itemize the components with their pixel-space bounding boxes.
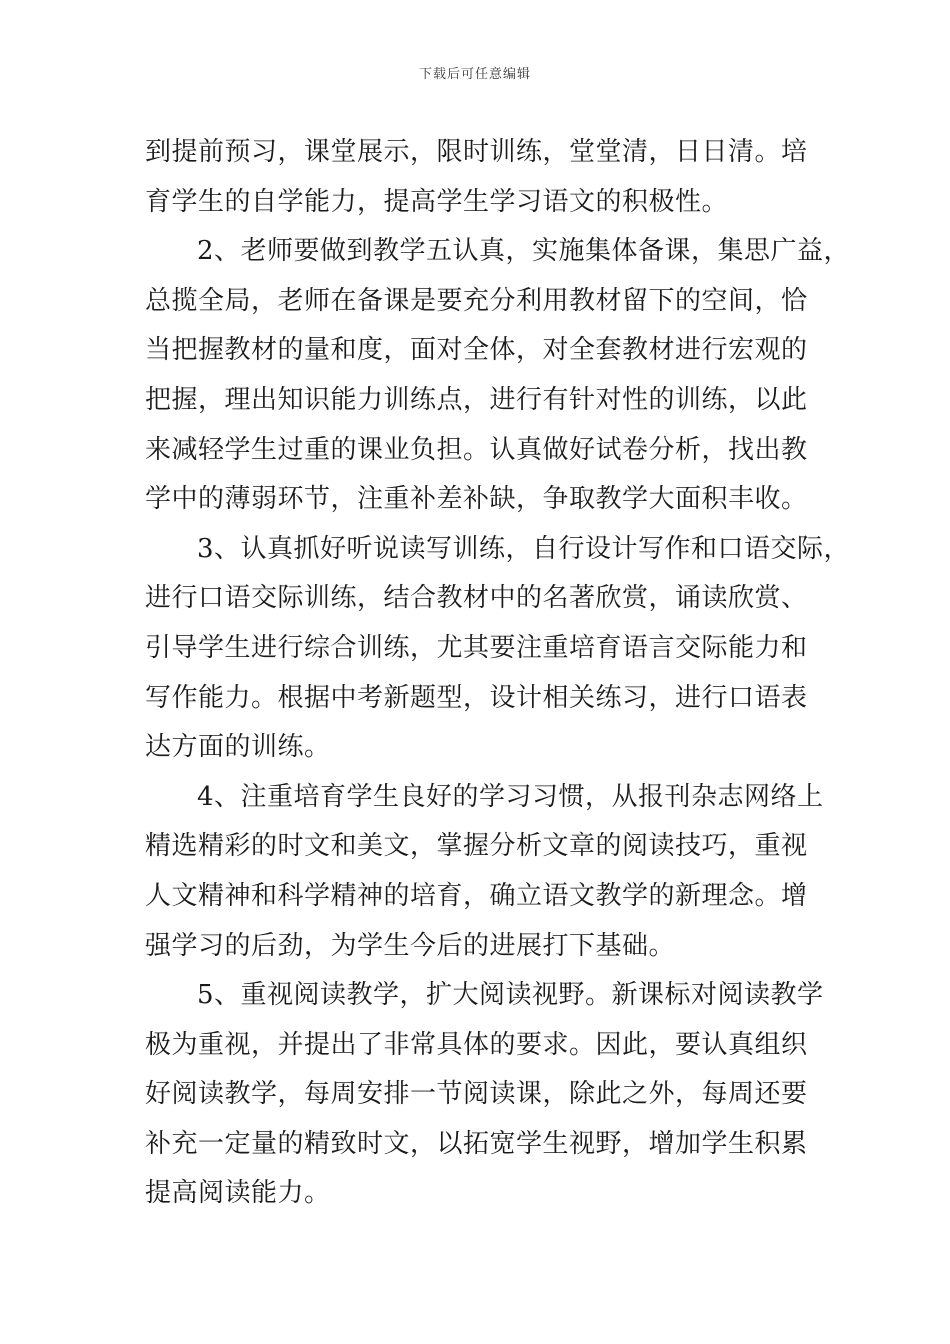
text-line: 好阅读教学，每周安排一节阅读课，除此之外，每周还要: [145, 1079, 808, 1110]
text-line: 总揽全局，老师在备课是要充分利用教材留下的空间，恰: [145, 285, 808, 316]
text-line: 进行口语交际训练，结合教材中的名著欣赏，诵读欣赏、: [145, 583, 808, 614]
text-line: 学中的薄弱环节，注重补差补缺，争取教学大面积丰收。: [145, 484, 808, 515]
text-line: 来减轻学生过重的课业负担。认真做好试卷分析，找出教: [145, 434, 808, 465]
paragraph-2-start: 2、老师要做到教学五认真，实施集体备课，集思广益，: [197, 236, 851, 267]
text-line: 育学生的自学能力，提高学生学习语文的积极性。: [145, 186, 729, 217]
text-line: 达方面的训练。: [145, 732, 331, 763]
text-line: 提高阅读能力。: [145, 1178, 331, 1209]
paragraph-3-start: 3、认真抓好听说读写训练，自行设计写作和口语交际，: [197, 533, 851, 564]
text-line: 精选精彩的时文和美文，掌握分析文章的阅读技巧，重视: [145, 831, 808, 862]
text-line: 把握，理出知识能力训练点，进行有针对性的训练，以此: [145, 384, 808, 415]
text-line: 强学习的后劲，为学生今后的进展打下基础。: [145, 930, 676, 961]
text-line: 补充一定量的精致时文，以拓宽学生视野，增加学生积累: [145, 1128, 808, 1159]
text-line: 写作能力。根据中考新题型，设计相关练习，进行口语表: [145, 682, 808, 713]
text-line: 到提前预习，课堂展示，限时训练，堂堂清，日日清。培: [145, 137, 808, 167]
paragraph-5-start: 5、重视阅读教学，扩大阅读视野。新课标对阅读教学: [197, 980, 824, 1011]
document-body: [145, 128, 851, 1219]
header-note: 下载后可任意编辑: [418, 67, 531, 82]
text-line: 当把握教材的量和度，面对全体，对全套教材进行宏观的: [145, 335, 808, 366]
text-line: 极为重视，并提出了非常具体的要求。因此，要认真组织: [145, 1029, 808, 1060]
text-line: 人文精神和科学精神的培育，确立语文教学的新理念。增: [145, 880, 808, 911]
paragraph-4-start: 4、注重培育学生良好的学习习惯，从报刊杂志网络上: [197, 781, 824, 812]
text-line: 引导学生进行综合训练，尤其要注重培育语言交际能力和: [145, 632, 808, 663]
